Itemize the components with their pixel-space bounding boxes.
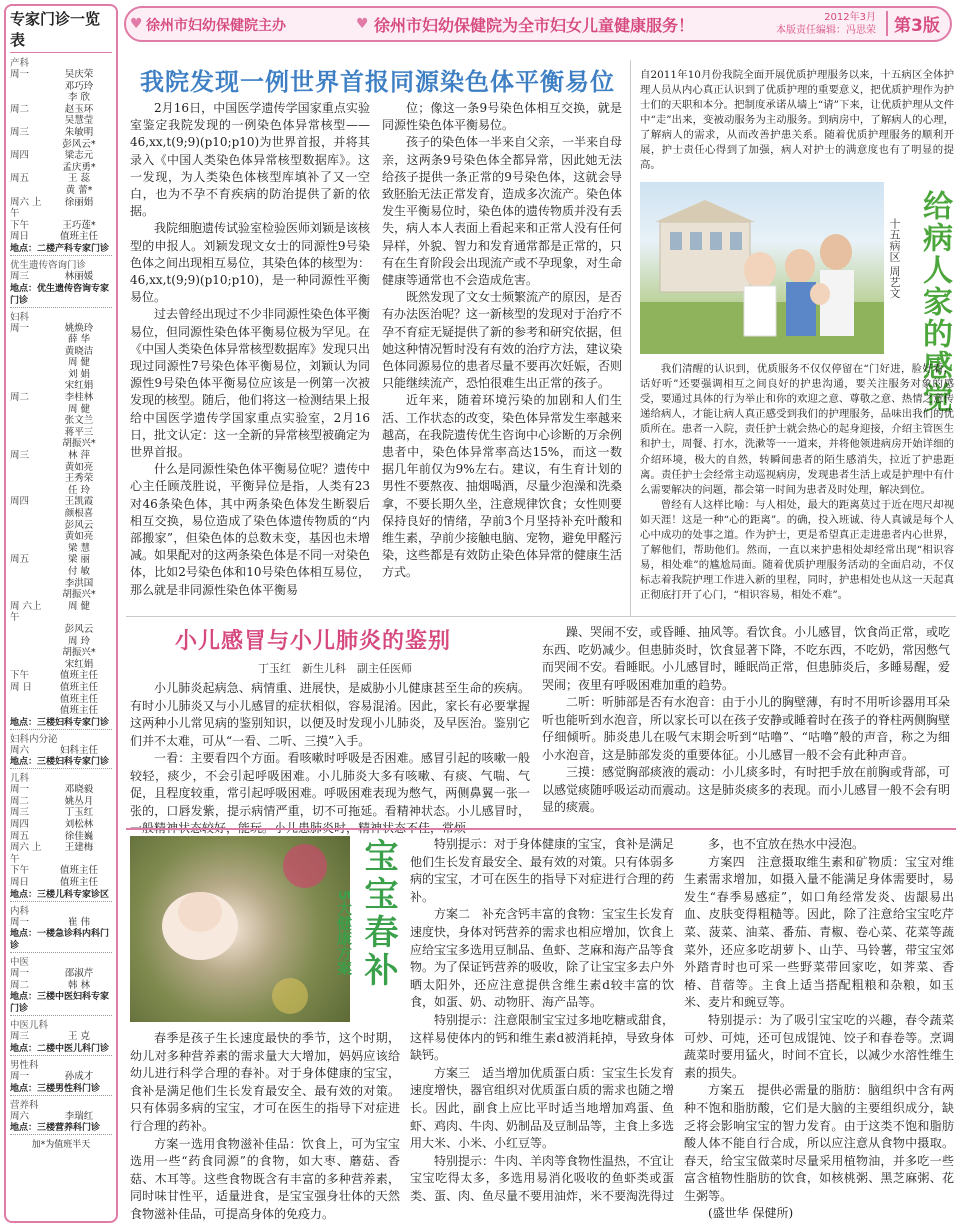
clinic-location: 地点：二楼中医儿科门诊 bbox=[10, 1043, 112, 1056]
schedule-day bbox=[10, 139, 46, 151]
schedule-doctor: 李桂林 bbox=[64, 392, 94, 404]
schedule-row bbox=[10, 877, 112, 889]
article4-title: 宝宝春补 bbox=[358, 838, 398, 990]
schedule-row bbox=[10, 231, 112, 243]
schedule-day bbox=[10, 462, 46, 474]
schedule-row bbox=[10, 636, 112, 648]
schedule-row bbox=[10, 92, 112, 104]
article4-paragraph: 特别提示：为了吸引宝宝吃的兴趣，春令蔬菜可炒、可炖，还可包成馄饨、饺子和春卷等。烹调蔬菜时要用猛火，时间不宜长，以减少水溶性维生素的损失。 bbox=[684, 1012, 954, 1080]
schedule-day bbox=[10, 705, 46, 717]
sidebar-section-name: 内科 bbox=[10, 905, 30, 917]
page-header bbox=[124, 6, 954, 46]
schedule-day bbox=[10, 694, 46, 706]
heart-icon: ♥ bbox=[130, 16, 143, 32]
schedule-doctor: 王 克 bbox=[67, 1031, 91, 1043]
article1-paragraph: 2月16日，中国医学遗传学国家重点实验室鉴定我院发现的一例染色体异常核型——46,xx,t(9;9)(p10;p10)为世界首报，并将其录入《中国人类染色体异常核型数据库》。这一发现，为人类染色体核型库填补了又一空白，也为不孕不育疾病的防治提供了新的依据。 bbox=[130, 101, 370, 219]
schedule-row bbox=[10, 357, 112, 369]
article2-paragraph: 曾经有人这样比喻：与人相处，最大的距离莫过于近在咫尺却视如天涯！这是一种“心的距离”。的确，投入班诚、待人真诚是每个人心中成功的处事之道。作为护士，更是希望真正走进患者内心世界，了解他们，帮助他们。然而，一直以来护患相处却经常出现“相识容易，相处难”的尴尬局面。随着优质护理服务活动的全面启动，不仅标志着我院护理工作进入新的里程，同时，护患相处也从这一天起真正彻底打开了心门，“相识容易，相处不难”。 bbox=[640, 498, 954, 602]
article2-title: 给病人家的感觉 bbox=[917, 190, 952, 414]
schedule-day bbox=[10, 427, 46, 439]
clinic-location: 地点：三楼男性科门诊 bbox=[10, 1083, 112, 1096]
schedule-row bbox=[10, 485, 112, 497]
schedule-row bbox=[10, 624, 112, 636]
schedule-row bbox=[10, 185, 112, 197]
article4-paragraph: 方案一选用食物滋补佳品：饮食上，可为宝宝选用一些“药食同源”的食物，如大枣、蘑菇、香菇、木耳等。这些食物既含有丰富的多种营养素，同时味甘性平，适量进食，是宝宝强身壮体的天然食物滋补佳品，可提高身体的免疫力。 bbox=[130, 1136, 400, 1221]
schedule-day: 周三 bbox=[10, 1031, 30, 1043]
schedule-row bbox=[10, 566, 112, 578]
schedule-day bbox=[10, 357, 46, 369]
article3-paragraph: 小儿肺炎起病急、病情重、进展快，是威胁小儿健康甚至生命的疾病。有时小儿肺炎又与小儿感冒的症状相似，容易混淆。因此，家长有必要掌握这两种小儿常见病的鉴别知识，以便及时发现小儿肺炎，及早医治。鉴别它们并不太难，可从“一看、二听、三摸”入手。 bbox=[130, 681, 530, 748]
schedule-day bbox=[10, 415, 46, 427]
schedule-row bbox=[10, 271, 112, 283]
schedule-doctor: 吴庆荣 bbox=[64, 69, 94, 80]
schedule-row bbox=[10, 520, 112, 532]
article1-col2 bbox=[382, 100, 622, 582]
schedule-row bbox=[10, 745, 112, 757]
schedule-row bbox=[10, 173, 112, 185]
clinic-location: 地点：三楼妇科专家门诊 bbox=[10, 717, 112, 730]
article3-byline: 丁玉红 新生儿科 副主任医师 bbox=[258, 662, 412, 675]
schedule-day: 周三 bbox=[10, 450, 30, 462]
header-slogan: 徐州市妇幼保健院为全市妇女儿童健康服务！ bbox=[374, 16, 695, 35]
schedule-day: 周一 bbox=[10, 784, 30, 796]
schedule-row bbox=[10, 81, 112, 93]
schedule-row bbox=[10, 323, 112, 335]
schedule-row bbox=[10, 589, 112, 601]
schedule-doctor: 黄如亮 bbox=[64, 461, 94, 473]
article1-paragraph: 什么是同源性染色体平衡易位呢？遗传中心主任顾茂胜说，平衡异位是指，人类有23对46条染色体，其中两条染色体发生断裂后相互交换，易位造成了染色体遗传物质的“内部搬家”，但染色体的总数未变，基因也未增减。如果配对的这两条染色体是不同一对染色体，比如2号染色体和10号染色体相互易位，那么就是非同源性染色体平衡易 bbox=[130, 462, 371, 597]
article3-paragraph: 躁、哭闹不安，或昏睡、抽风等。看饮食。小儿感冒，饮食尚正常，或吃东西、吃奶减少。但患肺炎时，饮食显著下降，不吃东西，不吃奶，常因憋气而哭闹不安。看睡眠。小儿感冒时，睡眠尚正常，但患肺炎后，多睡易醒，爱哭闹；夜里有呼吸困难加重的趋势。 bbox=[542, 625, 951, 692]
sidebar-note: 加*为值班半天 bbox=[31, 1140, 91, 1151]
schedule-row bbox=[10, 807, 112, 819]
page-number: 第3版 bbox=[886, 11, 940, 36]
schedule-day: 周三 bbox=[10, 270, 30, 282]
schedule-day bbox=[10, 508, 46, 520]
schedule-doctor: 邓晓毅 bbox=[64, 784, 94, 796]
schedule-day: 周四 bbox=[10, 150, 30, 162]
article2-byline: 十五病区 周艺文 bbox=[888, 218, 901, 299]
schedule-row bbox=[10, 473, 112, 485]
schedule-doctor: 付 敏 bbox=[67, 565, 91, 577]
schedule-doctor: 彭风云 bbox=[64, 519, 94, 531]
schedule-day: 周六 bbox=[10, 1110, 30, 1122]
article4-paragraph: 方案二 补充含钙丰富的食物：宝宝生长发育速度快，身体对钙营养的需求也相应增加，饮食上应给宝宝多选用豆制品、鱼虾、芝麻和海产品等食物。为了保证钙营养的吸收，除了让宝宝多去户外晒太阳外，还应注意提供含维生素d较丰富的饮食，如蛋、奶、动物肝、海产品等。 bbox=[410, 907, 675, 1010]
schedule-row bbox=[10, 346, 112, 358]
article4-paragraph: 特别提示：对于身体健康的宝宝，食补是满足他们生长发育最安全、最有效的对策。只有体弱多病的宝宝，才可在医生的指导下对症进行合理的药补。 bbox=[410, 837, 675, 904]
article4-paragraph: 多，也不宜放在热水中浸泡。 bbox=[708, 837, 865, 851]
article4-paragraph: 特别提示：牛肉、羊肉等食物性温热，不宜让宝宝吃得太多，多选用易消化吸收的鱼虾类或蛋类、蛋、肉、鱼尽量不要用油炸，米不要淘洗得过 bbox=[410, 1153, 675, 1203]
clinic-location: 地点：三楼儿科专家诊区 bbox=[10, 889, 112, 902]
schedule-row bbox=[10, 554, 112, 566]
clinic-location: 地点：二楼产科专家门诊 bbox=[10, 243, 112, 256]
schedule-row bbox=[10, 104, 112, 116]
schedule-doctor: 薛 华 bbox=[67, 334, 91, 346]
schedule-day: 周 六上午 bbox=[10, 600, 42, 624]
schedule-row bbox=[10, 659, 112, 671]
sidebar-title: 专家门诊一览表 bbox=[10, 8, 112, 53]
schedule-doctor: 李瑞红 bbox=[64, 1110, 94, 1122]
header-editor: 本版责任编辑：冯思荣 bbox=[776, 25, 876, 36]
schedule-doctor: 邵淑芹 bbox=[64, 968, 94, 980]
article4-paragraph: 特别提示：注意限制宝宝过多地吃糖或甜食，这样易使体内的钙和维生素d被消耗掉，导致身体缺钙。 bbox=[410, 1012, 675, 1063]
article3-paragraph: 一看：主要看四个方面。看咳嗽时呼吸是否困难。感冒引起的咳嗽一般较轻，痰少，不会引起呼吸困难。小儿肺炎大多有咳嗽、有痰、气喘、气促，且程度较重，常引起呼吸困难。呼吸困难表现为憋气，两侧鼻翼一张一张的，口唇发紫，提示病情严重，切不可拖延。看精神状态。小儿感冒时，一般精神状态较好，能玩。小儿患肺炎时，精神状态不佳，常烦 bbox=[130, 751, 530, 835]
schedule-day bbox=[10, 438, 46, 450]
schedule-day: 周二 bbox=[10, 979, 30, 991]
schedule-doctor: 周 健 bbox=[67, 357, 91, 369]
schedule-day bbox=[10, 369, 46, 381]
schedule-day: 周一 bbox=[10, 322, 30, 334]
schedule-day: 周一 bbox=[10, 69, 30, 80]
schedule-day: 下午 bbox=[10, 219, 30, 231]
schedule-doctor: 胡振兴* bbox=[62, 438, 96, 450]
schedule-day: 周五 bbox=[10, 554, 30, 566]
article2-body bbox=[640, 362, 954, 604]
schedule-day bbox=[10, 543, 46, 555]
schedule-doctor: 韩 林 bbox=[67, 979, 91, 991]
sidebar-section-name: 营养科 bbox=[10, 1099, 39, 1111]
schedule-doctor: 王巧莲* bbox=[62, 219, 96, 231]
article4-paragraph: 方案四 注意摄取维生素和矿物质：宝宝对维生素需求增加，如摄入量不能满足身体需要时，易发生“春季易感症”，如口角经常发炎、齿龈易出血、皮肤变得粗糙等。因此，除了注意给宝宝吃芹菜、菠菜、油菜、番茄、青椒、卷心菜、花菜等蔬菜外，还应多吃胡萝卜、山芋、马铃薯，带宝宝郊外踏青时也可采一些野菜带回家吃，如荠菜、香椿、苜蓿等。主食上适当搭配粗粮和杂粮，如玉米、麦片和豌豆等。 bbox=[684, 854, 954, 1010]
article3-col2 bbox=[542, 624, 950, 817]
schedule-row bbox=[10, 980, 112, 992]
schedule-row bbox=[10, 543, 112, 555]
schedule-doctor: 宋红娟 bbox=[64, 658, 94, 670]
clinic-location: 地点：三楼营养科门诊 bbox=[10, 1122, 112, 1135]
schedule-row bbox=[10, 819, 112, 831]
schedule-day bbox=[10, 473, 46, 485]
schedule-row bbox=[10, 784, 112, 796]
sidebar-section-name: 妇科内分泌 bbox=[10, 733, 58, 745]
article4-col2 bbox=[410, 836, 674, 1205]
schedule-row bbox=[10, 917, 112, 929]
schedule-day: 下午 bbox=[10, 865, 30, 877]
schedule-day: 周一 bbox=[10, 968, 30, 980]
schedule-doctor: 梁 丽 bbox=[67, 554, 91, 566]
schedule-doctor: 刘松林 bbox=[64, 819, 94, 831]
schedule-doctor: 彭风云* bbox=[62, 138, 96, 150]
schedule-row bbox=[10, 369, 112, 381]
schedule-row bbox=[10, 139, 112, 151]
schedule-row bbox=[10, 127, 112, 139]
schedule-doctor: 梁志元 bbox=[64, 150, 94, 162]
schedule-day: 周六 bbox=[10, 744, 30, 756]
article2-paragraph: 我们清醒的认识到，优质服务不仅仅停留在“门好进，脸好看，话好听”还要强调相互之间良好的护患沟通，要关注服务对象的感受，要通过具体的行为举止和你的欢迎之意、尊敬之意、热情之意传递给病人，才能让病人真正感受到我们的护理服务，品味出我们的优质所在。患者一入院，责任护士就会热心的起身迎接，介绍主管医生和护士，周餐、打水，洗漱等一一道来，并将他领进病房开始详细的介绍环境，极大的自然，转瞬间患者的陌生感消失，拉近了护患距离。责任护士会经常主动巡视病房，发现患者生活上或是护理中有什么需要解决的问题，都会第一时间为患者及时处理，解决到位。 bbox=[640, 363, 954, 496]
baby-photo bbox=[130, 836, 350, 1022]
schedule-day bbox=[10, 531, 46, 543]
clinic-location: 地点：三楼中医妇科专家门诊 bbox=[10, 991, 112, 1016]
schedule-row bbox=[10, 1031, 112, 1043]
schedule-day bbox=[10, 636, 46, 648]
schedule-row bbox=[10, 438, 112, 450]
schedule-doctor: 值班主任 bbox=[59, 231, 98, 243]
schedule-doctor: 李洪国 bbox=[64, 577, 94, 589]
article3-paragraph: 二听：听肺部是否有水泡音：由于小儿的胸壁薄，有时不用听诊器用耳朵听也能听到水泡音，所以家长可以在孩子安静或睡着时在孩子的脊柱两侧胸壁仔细倾听。肺炎患儿在吸气末期会听到“咕噜”、“咕噜”般的声音，称之为细小水泡音，这是肺部发炎的重要体征。小儿感冒一般不会有此种声音。 bbox=[542, 695, 951, 762]
article1-paragraph: 过去曾经出现过不少非同源性染色体平衡易位，但同源性染色体平衡易位极为罕见。在《中国人类染色体异常核型数据库》发现只出现过同源性7号染色体平衡易位，刘颖认为同源性9号染色体平衡易位应该是一例第一次被发现的核型。随后，他们将这一检测结果上报给中国医学遗传学国家重点实验室，2月16日，批文认定：这一全新的异常核型被确定为世界首报。 bbox=[130, 307, 371, 460]
schedule-doctor: 姚焕玲 bbox=[64, 322, 94, 334]
nurse-family-photo bbox=[640, 182, 884, 354]
schedule-doctor: 刘 娟 bbox=[67, 368, 91, 380]
schedule-row bbox=[10, 450, 112, 462]
schedule-doctor: 朱敏明 bbox=[64, 126, 94, 138]
schedule-day bbox=[10, 404, 46, 416]
schedule-day bbox=[10, 659, 46, 671]
schedule-day: 周二 bbox=[10, 103, 30, 115]
article4-paragraph: 方案五 提供必需量的脂肪：脑组织中含有两种不饱和脂肪酸，它们是大脑的主要组织成分，缺乏将会影响宝宝的智力发育。由于这类不饱和脂肪酸人体不能自行合成，所以应注意从食物中摄取。春天，给宝宝做菜时尽量采用植物油，并多吃一些富含植物性脂肪的饮食，如核桃粥、黑芝麻粥、花生粥等。 bbox=[684, 1083, 954, 1203]
schedule-doctor: 黄 蕾* bbox=[65, 184, 93, 196]
article4-paragraph: (盛世华 保健所) bbox=[708, 1206, 794, 1221]
schedule-row bbox=[10, 1071, 112, 1083]
schedule-day bbox=[10, 81, 46, 93]
schedule-day: 周三 bbox=[10, 126, 30, 138]
schedule-doctor: 宋红娟 bbox=[64, 380, 94, 392]
sidebar-section-name: 妇科 bbox=[10, 311, 30, 323]
schedule-row bbox=[10, 380, 112, 392]
schedule-day: 周四 bbox=[10, 496, 30, 508]
schedule-day bbox=[10, 185, 46, 197]
schedule-row bbox=[10, 334, 112, 346]
schedule-day: 周一 bbox=[10, 916, 30, 928]
article1-col1 bbox=[130, 100, 370, 599]
clinic-location: 地点：三楼妇科专家门诊 bbox=[10, 756, 112, 769]
schedule-day: 周五 bbox=[10, 830, 30, 842]
header-date: 2012年3月 bbox=[824, 12, 876, 23]
schedule-row bbox=[10, 404, 112, 416]
schedule-doctor: 丁玉红 bbox=[64, 807, 94, 819]
schedule-doctor: 蒋平三 bbox=[64, 426, 94, 438]
schedule-doctor: 赵玉环 bbox=[64, 103, 94, 115]
schedule-day: 周二 bbox=[10, 795, 30, 807]
article4-subtitle: 5大健康方案 bbox=[335, 890, 353, 976]
schedule-day bbox=[10, 115, 46, 127]
schedule-day bbox=[10, 334, 46, 346]
schedule-row bbox=[10, 670, 112, 682]
schedule-doctor: 黄如亮 bbox=[64, 531, 94, 543]
schedule-row bbox=[10, 162, 112, 174]
schedule-doctor: 胡振兴* bbox=[62, 589, 96, 601]
schedule-row bbox=[10, 531, 112, 543]
schedule-doctor: 值班主任 bbox=[59, 865, 98, 877]
schedule-doctor: 林丽媛 bbox=[64, 270, 94, 282]
schedule-doctor: 周 健 bbox=[67, 600, 91, 612]
schedule-row bbox=[10, 694, 112, 706]
schedule-doctor: 王秀荣 bbox=[64, 473, 94, 485]
schedule-row bbox=[10, 578, 112, 590]
schedule-day bbox=[10, 578, 46, 590]
schedule-row bbox=[10, 831, 112, 843]
schedule-day: 周五 bbox=[10, 173, 30, 185]
heart-icon: ♥ bbox=[356, 16, 369, 32]
sidebar-section-name: 中医儿科 bbox=[10, 1020, 49, 1032]
article3-paragraph: 三摸：感觉胸部痰液的震动：小儿痰多时，有时把手放在前胸或背部，可以感觉痰随呼吸运动而震动。这是肺炎痰多的表现。而小儿感冒一般不会有明显的痰震。 bbox=[542, 765, 951, 814]
section-divider bbox=[126, 616, 956, 617]
schedule-doctor: 王建梅 bbox=[64, 842, 94, 854]
schedule-day: 下午 bbox=[10, 670, 30, 682]
schedule-row bbox=[10, 865, 112, 877]
sidebar-section-name: 产科 bbox=[10, 58, 30, 69]
schedule-row bbox=[10, 705, 112, 717]
schedule-doctor: 黄晓洁 bbox=[64, 345, 94, 357]
schedule-day bbox=[10, 589, 46, 601]
article4-col3 bbox=[684, 836, 954, 1223]
sidebar-section-name: 优生遗传咨询门诊 bbox=[10, 259, 87, 271]
schedule-row bbox=[10, 647, 112, 659]
schedule-day: 周 日 bbox=[10, 681, 33, 693]
schedule-row bbox=[10, 968, 112, 980]
schedule-doctor: 王凯霞 bbox=[64, 496, 94, 508]
schedule-day bbox=[10, 624, 46, 636]
header-brand: 徐州市妇幼保健院主办 bbox=[146, 18, 286, 34]
schedule-doctor: 徐丽娟 bbox=[64, 196, 94, 208]
schedule-doctor: 值班主任 bbox=[59, 877, 98, 889]
schedule-day: 周三 bbox=[10, 807, 30, 819]
article3-col1 bbox=[130, 680, 530, 838]
schedule-day bbox=[10, 380, 46, 392]
article4-paragraph: 春季是孩子生长速度最快的季节，这个时期，幼儿对多种营养素的需求量大大增加，妈妈应该给幼儿进行科学合理的春补。对于身体健康的宝宝，食补是满足他们生长发育最安全、最有效的对策。只有体弱多病的宝宝，才可在医生的指导下对症进行合理的药补。 bbox=[130, 1031, 400, 1133]
schedule-day bbox=[10, 346, 46, 358]
schedule-doctor: 彭风云 bbox=[64, 623, 94, 635]
schedule-day: 周六 上午 bbox=[10, 842, 42, 865]
sidebar-schedule bbox=[10, 55, 112, 1150]
article1-paragraph: 近年来，随着环境污染的加剧和人们生活、工作状态的改变，染色体异常发生率越来越高，在我院遗传优生咨询中心诊断的万余例患者中，染色体异常率高达15%，而这一数据几年前仅为9%左右。建议，有生育计划的男性不要熬夜、抽烟喝酒，尽量少泡澡和洗桑拿，不要长期久坐，注意规律饮食；女性则要保持良好的情绪，孕前3个月坚持补充叶酸和维生素，孕前少接触电脑、宠物，避免甲醛污染，这些都是有效防止染色体异常的健康生活方式。 bbox=[382, 393, 623, 580]
schedule-day: 周一 bbox=[10, 1071, 30, 1082]
clinic-location: 地点：优生遗传咨询专家门诊 bbox=[10, 283, 112, 308]
schedule-day: 周二 bbox=[10, 392, 30, 404]
article3-title: 小儿感冒与小儿肺炎的鉴别 bbox=[175, 629, 452, 654]
schedule-doctor: 任 玲 bbox=[67, 484, 91, 496]
schedule-row bbox=[10, 415, 112, 427]
schedule-doctor: 周 玲 bbox=[67, 635, 91, 647]
schedule-doctor: 孟庆勇* bbox=[62, 161, 96, 173]
schedule-doctor: 姚丛月 bbox=[64, 795, 94, 807]
schedule-day bbox=[10, 647, 46, 659]
sidebar-section-name: 儿科 bbox=[10, 773, 30, 785]
schedule-day bbox=[10, 520, 46, 532]
schedule-doctor: 值班主任 bbox=[59, 670, 98, 682]
schedule-doctor: 梁 慧 bbox=[67, 542, 91, 554]
schedule-doctor: 崔 伟 bbox=[67, 916, 91, 928]
schedule-doctor: 孙成才 bbox=[64, 1071, 94, 1082]
schedule-day bbox=[10, 162, 46, 174]
schedule-row bbox=[10, 150, 112, 162]
article1-paragraph: 既然发现了文女士频繁流产的原因，是否有办法医治呢？这一新核型的发现对于治疗不孕不育症无疑提供了新的参考和研究依据，但她这种情况暂时没有有效的治疗方法，建议染色体同源易位的患者尽量不要再次妊娠，否则只能继续流产，恐怕很难生出正常的孩子。 bbox=[382, 290, 623, 391]
schedule-doctor: 林 萍 bbox=[67, 450, 91, 462]
article1-paragraph: 位；像这一条9号染色体相互交换，就是同源性染色体平衡易位。 bbox=[382, 101, 622, 133]
header-meta bbox=[764, 11, 876, 37]
article4-col1 bbox=[130, 1030, 400, 1224]
schedule-row bbox=[10, 682, 112, 694]
schedule-doctor: 胡振兴* bbox=[62, 647, 96, 659]
schedule-doctor: 值班主任 bbox=[59, 681, 98, 693]
article1-paragraph: 孩子的染色体一半来自父亲，一半来自母亲，这两条9号染色体全都异常，因此她无法给孩子提供一条正常的9号染色体，这就会导致胚胎无法正常发育，造成多次流产。染色体发生平衡易位时，染色体的遗传物质并没有丢失，病人本人表面上看起来和正常人没有任何异样，外貌、智力和发育通常都是正常的，只有在生育阶段会出现流产或不孕现象，对生命健康等通常也不会造成危害。 bbox=[382, 135, 623, 288]
schedule-day: 周日 bbox=[10, 877, 30, 889]
schedule-doctor: 邓巧玲 bbox=[64, 80, 94, 92]
schedule-row bbox=[10, 69, 112, 81]
schedule-row bbox=[10, 1111, 112, 1123]
schedule-row bbox=[10, 392, 112, 404]
schedule-doctor: 值班主任 bbox=[59, 693, 98, 705]
article1-paragraph: 我院细胞遗传试验室检验医师刘颖是该核型的申报人。刘颖发现文女士的同源性9号染色体之间出现相互易位，其染色体的核型为：46,xx,t(9;9)(p10;p10)，是一种同源性平衡易位。 bbox=[130, 221, 371, 305]
schedule-doctor: 王 蕊 bbox=[67, 173, 91, 185]
schedule-row bbox=[10, 508, 112, 520]
schedule-row bbox=[10, 427, 112, 439]
schedule-doctor: 颜根喜 bbox=[64, 508, 94, 519]
schedule-day: 周六 上午 bbox=[10, 196, 42, 220]
article2-intro: 自2011年10月份我院全面开展优质护理服务以来，十五病区全体护理人员从内心真正认识到了优质护理的重要意义，把优质护理作为护士们的天职和本分。把制度承诺从墙上“请”下来，让优质护理从文件中“走”出来，变被动服务为主动服务。到病房中，了解病人的心理，了解病人的需求，从而改善护患关系。随着优质护理服务的顺利开展，护士责任心得到了加强，病人对护士的满意度也有了明显的提高。 bbox=[640, 69, 954, 171]
schedule-doctor: 妇科主任 bbox=[59, 744, 98, 756]
schedule-day bbox=[10, 485, 46, 497]
schedule-row bbox=[10, 197, 112, 220]
schedule-doctor: 周 健 bbox=[67, 403, 91, 415]
schedule-row bbox=[10, 220, 112, 232]
schedule-row bbox=[10, 115, 112, 127]
schedule-doctor: 值班主任 bbox=[59, 705, 98, 717]
schedule-row bbox=[10, 842, 112, 865]
sidebar-section-name: 中医 bbox=[10, 957, 30, 969]
schedule-doctor: 李 欣 bbox=[67, 92, 91, 104]
schedule-doctor: 徐佳巍 bbox=[64, 830, 94, 842]
article1-title: 我院发现一例世界首报同源染色体平衡易位 bbox=[140, 68, 615, 96]
column-divider bbox=[630, 60, 631, 616]
schedule-row bbox=[10, 796, 112, 808]
schedule-row bbox=[10, 601, 112, 624]
clinic-location: 地点：一楼急诊科内科门诊 bbox=[10, 928, 112, 953]
schedule-row bbox=[10, 462, 112, 474]
schedule-row bbox=[10, 496, 112, 508]
schedule-day: 周日 bbox=[10, 231, 30, 243]
schedule-doctor: 张文兰 bbox=[64, 415, 94, 427]
schedule-doctor: 吴慧莹 bbox=[64, 115, 94, 127]
sidebar-section-name: 男性科 bbox=[10, 1060, 39, 1071]
schedule-day bbox=[10, 92, 46, 104]
article4-paragraph: 方案三 适当增加优质蛋白质：宝宝生长发育速度增快，器官组织对优质蛋白质的需求也随之增长。因此，副食上应比平时适当地增加鸡蛋、鱼虾、鸡肉、牛肉、奶制品及豆制品等，主食上多选用大米、小米、小红豆等。 bbox=[410, 1065, 675, 1151]
schedule-day: 周四 bbox=[10, 819, 30, 831]
expert-clinic-sidebar bbox=[4, 4, 118, 1223]
schedule-day bbox=[10, 566, 46, 578]
